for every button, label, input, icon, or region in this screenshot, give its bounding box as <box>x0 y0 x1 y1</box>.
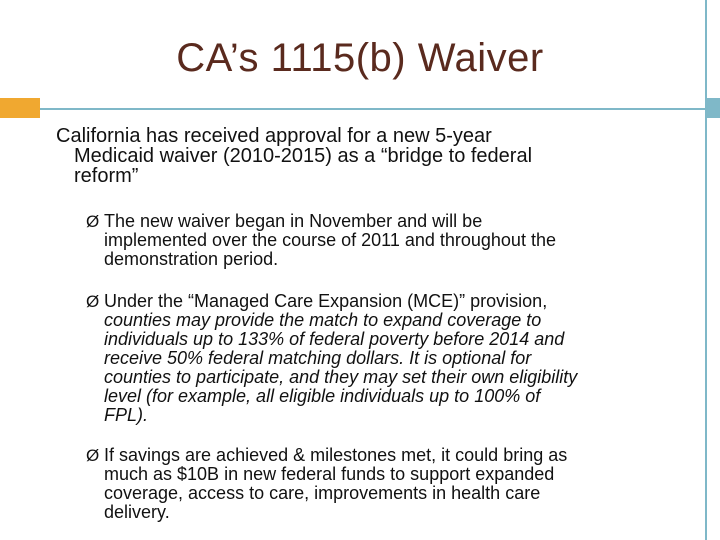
bullet-item-3 <box>86 446 696 522</box>
arrow-bullet-icon: Ø <box>86 446 100 465</box>
bullet-line: If savings are achieved & milestones met, it could bring as <box>104 445 568 465</box>
slide-title: CA’s 1115(b) Waiver <box>176 36 544 80</box>
intro-line-3: reform” <box>74 165 139 187</box>
intro-line-1: California has received approval for a new 5-year <box>56 125 492 147</box>
bullet-item-2 <box>86 292 696 425</box>
bullet-line: coverage, access to care, improvements in health care <box>104 483 541 503</box>
bullet-line: individuals up to 133% of federal poverty before 2014 and <box>104 329 565 349</box>
title-rule <box>40 108 706 110</box>
bullet-text <box>86 446 696 522</box>
bullet-item-1 <box>86 212 696 269</box>
intro-line-2: Medicaid waiver (2010-2015) as a “bridge to federal <box>74 145 533 167</box>
bullet-line: level (for example, all eligible individuals up to 100% of <box>104 386 541 406</box>
bullet-line: demonstration period. <box>104 249 279 269</box>
bullet-line: Under the “Managed Care Expansion (MCE)” provision, <box>104 291 548 311</box>
accent-block-right <box>705 98 720 118</box>
bullet-line: counties to participate, and they may set their own eligibility <box>104 367 578 387</box>
accent-bar-left <box>0 98 40 118</box>
bullet-text <box>86 212 696 269</box>
accent-line-right <box>705 0 707 540</box>
bullet-line: The new waiver began in November and will be <box>104 211 483 231</box>
bullet-line: implemented over the course of 2011 and throughout the <box>104 230 556 250</box>
bullet-line: receive 50% federal matching dollars. It is optional for <box>104 348 532 368</box>
bullet-text <box>86 292 696 425</box>
bullet-line: counties may provide the match to expand coverage to <box>104 310 542 330</box>
bullet-line: delivery. <box>104 502 170 522</box>
arrow-bullet-icon: Ø <box>86 212 100 231</box>
intro-paragraph <box>56 126 696 186</box>
arrow-bullet-icon: Ø <box>86 292 100 311</box>
bullet-line: much as $10B in new federal funds to support expanded <box>104 464 555 484</box>
bullet-line: FPL). <box>104 405 149 425</box>
